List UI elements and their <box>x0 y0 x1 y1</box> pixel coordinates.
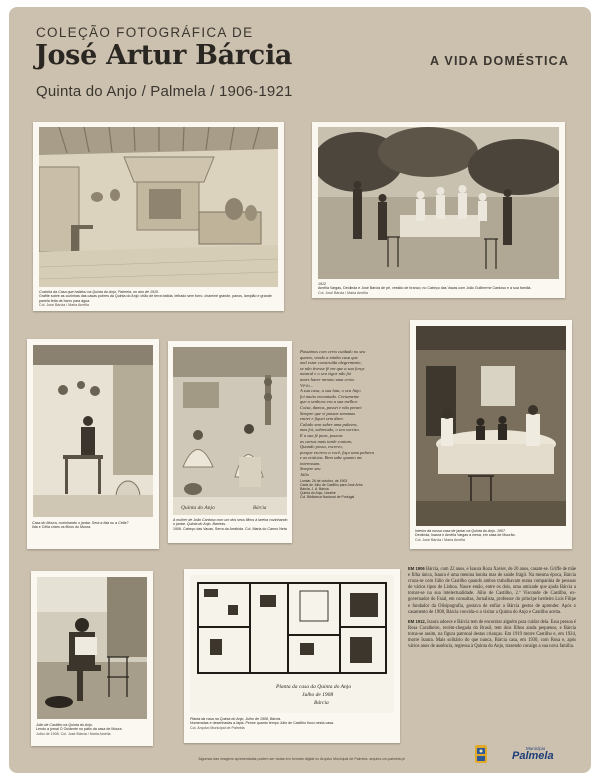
photo-card-group <box>312 122 565 298</box>
letter-line: A sua casa, a sua luta, o seu Anjo <box>300 388 361 394</box>
plan-caption <box>190 717 394 730</box>
moura-kitchen-photo <box>33 345 153 517</box>
plan-caption-title: Planta da casa na Quinta do Anjo, Julho de 1908, Bárcia. <box>190 717 282 721</box>
kitchen-caption <box>39 290 278 308</box>
group-outdoor-photo <box>318 127 559 279</box>
letter-line: Sempre que vi passar semanas <box>300 410 356 416</box>
municipality-logo <box>512 746 554 762</box>
letter-line: porque escrevo a você, faço uma palavra <box>300 449 375 455</box>
place-dates: Quinta do Anjo / Palmela / 1906-1921 <box>36 83 293 100</box>
bio-year-1: EM 1906 <box>408 566 425 571</box>
dining-caption-source: Col. José Bárcia / Maria Amélia <box>415 537 465 542</box>
plan-note-title: Planta da casa da Quinta do Anjo <box>276 684 352 690</box>
photo-card-kitchen <box>33 122 284 311</box>
letter-meta-line: Col. Biblioteca Nacional de Portugal <box>300 495 355 500</box>
group-caption-title: 1912 <box>318 282 326 286</box>
julio-caption <box>36 723 148 736</box>
letter-meta-line: Bárcia, J. A. Bárcia <box>300 486 329 491</box>
bio-paragraph-2 <box>408 619 576 650</box>
floor-plan-drawing <box>190 575 394 713</box>
letter-line: as cartas mais tarde contam, <box>300 438 352 444</box>
letter-line: que a senhora era a sua melhor. <box>300 399 358 405</box>
kitchen-caption-source: Col. José Bárcia / Maria Amélia <box>39 303 89 308</box>
bio-text-1: Bárcia, com 22 anos, e Isaura Roza Xavier, de 20 anos, casam-se. Griffe de mãe e filha única, Isaura é uma menina bonita mas de saúde frágil. Na mesma época, Bárcia cruza-se com Júlio de Castilho quando ambos trabalhavam numa companhia de pessoas de vários tipos de Lisboa. Nasce então, entre os dois, uma amizade que ajuda Bárcia a tornar-se na sua intelectualidade. Júlio de Castilho, 2.º Visconde de Castilho, ex-governador do Faial, em consultas, Jornalista, professor do príncipe herdeiro Luís Filipe e fundador da Olisipografia, gostava de enfiar a Bárcia gestos de aprender. Após o casamento de 1908, Bárcia convida-o a visitar a Quinta do Anjo e Castilho aceita. <box>408 567 576 615</box>
woman-hearth-photo <box>173 347 287 515</box>
woman-caption <box>173 518 288 531</box>
letter-meta-line: Quinta do Anjo, Ucraine <box>300 490 336 495</box>
julio-caption-source: Julho de 1908. Col. José Bárcia / Maria Amélia <box>36 731 111 736</box>
theme-title: A VIDA DOMÉSTICA <box>430 54 570 68</box>
letter-line: natural e o seu vigor não foi <box>300 371 352 377</box>
kitchen-caption-body: Grafite sobre as cozinhas das casas pobres da Quinta do Anjo: chão de terra batida, telhado sem forro, chaminé grande, panos, lampião e grande panela feita de barro para água. <box>39 294 272 303</box>
kitchen-caption-title: Cozinha da Casa que habitou na Quinta do Anjo, Palmela, no ano de 1910. <box>39 290 159 294</box>
julio-caption-title: Júlio de Castilho na Quinta do Anjo. <box>36 723 94 727</box>
municipality-label: Município <box>526 746 546 751</box>
moura-caption-body: Ilda e Célia criam os filhos do Moura. <box>32 525 92 530</box>
bio-text-2: Isaura adoece e Bárcia tem de encontrar alguém para cuidar dela. Essa pessoa é Rosa Coralheiro, recém-chegada do Brasil, tem dois filhos ainda pequenos, e Bárcia torna-se assim, na figura patronal destas crianças. Em 1919 morre Castilho e, em 1924, morre Isaura. Mais solitário do que nunca, Bárcia casa, em 1930, com Rosa e, após vários anos de ausência, regressa à Quinta do Anjo, trazendo consigo a sua nova família. <box>408 619 576 650</box>
palmela-crest-icon <box>474 743 488 765</box>
julio-caption-body: Lendo a jornal O Ocidente no pátio da casa de Moura. <box>36 727 123 732</box>
dining-caption-body: Deolinda, Isaura e Amélia Vargas à mesa, em casa de Mourão. <box>415 533 516 538</box>
woman-caption-title: A mulher de João Cardoso com um dos seus filhos à lareira cozinhando o jantar. Quinta do Anjo. Barreas. <box>173 518 288 527</box>
photo-card-moura <box>27 339 159 549</box>
biography-text <box>408 566 576 653</box>
woman-photo-inscription: Quinta do Anjo <box>181 505 215 511</box>
letter-metadata <box>300 479 404 499</box>
letter-line: Vê-lo... <box>300 382 314 388</box>
letter-line: Júlio <box>300 472 309 478</box>
letter-line: E a sua fé pura, poucas <box>300 432 343 438</box>
letter-line: quarto, vendo a minha casa que <box>300 354 358 360</box>
bio-paragraph-1 <box>408 566 576 616</box>
photo-card-julio <box>31 571 153 746</box>
letter-line: mas foi, sobretudo, o seu sorriso. <box>300 427 360 433</box>
letter-line: mal estar construída alegremente, <box>300 360 362 366</box>
letter-line: e as notícias. Bem sabe quanto me <box>300 455 363 461</box>
moura-caption-title: Casa do Moura, cozinhando o jantar. Será a Ilda ou a Célia? <box>32 521 129 525</box>
bio-year-2: EM 1912, <box>408 618 426 624</box>
julio-reading-photo <box>37 577 147 719</box>
letter-meta-line: Carta de Júlio de Castilho para José Artur <box>300 482 363 487</box>
kitchen-drawing-image <box>39 127 278 287</box>
dining-room-photo <box>416 326 566 526</box>
letter-line: Calado sem saber uma palavra, <box>300 421 358 427</box>
dining-caption <box>415 529 567 542</box>
woman-photo-signature: Bárcia <box>253 506 267 511</box>
palmela-wordmark: Palmela <box>512 750 554 762</box>
plan-caption-body: Numeradas e desenhadas a lápis. Pense quanto tempo Júlio de Castilho ficou nesta casa. <box>190 721 335 726</box>
photo-card-woman <box>168 341 292 543</box>
letter-line: entrei e fiquei sem dizer. <box>300 416 344 422</box>
footer-note: Algumas das imagens apresentadas podem ser vistas em formato digital no Arquivo Municipal de Palmela. arquivo.cm-palmela.pt <box>198 757 405 761</box>
letter-line: foi muito encantado. Certamente <box>300 393 360 399</box>
dining-caption-title: Interior da nossa casa de jantar na Quinta do Anjo. 1907. <box>415 529 506 533</box>
group-caption-source: Col. José Bárcia / Maria Amélia <box>318 290 368 295</box>
photo-card-dining <box>410 320 572 549</box>
photo-card-plan <box>184 569 400 743</box>
group-caption <box>318 282 559 295</box>
plan-caption-source: Col. Arquivo Municipal de Palmela <box>190 725 245 730</box>
letter-line: interessam. <box>300 460 321 466</box>
letter-line: Quando posso, escrevo, <box>300 444 343 450</box>
plan-note-signature: Bárcia <box>314 700 329 706</box>
moura-caption <box>32 521 154 530</box>
letter-lines <box>300 349 404 478</box>
group-caption-body: Amélia Vargas, Deolinda e José Bárcia de pé, vestido de branco; no Cabeço das Vacas com João Guilherme Cardoso e a sua família. <box>318 286 532 291</box>
letter-line: se não tivesse fé em que a sua força <box>300 365 365 371</box>
woman-caption-body: 1906. Cabeço das Vacas. Serra da Arrábida. Col. Maria do Carmo Neta <box>173 526 287 531</box>
plan-note-date: Julho de 1908 <box>302 692 334 698</box>
letter-line: Coisa, damos, passei e não pensei <box>300 404 362 410</box>
letter-line: Passámos com certo cuidado no seu <box>300 349 366 354</box>
letter-line: Sempre seu <box>300 466 321 472</box>
castilho-letter <box>300 349 404 499</box>
photographer-name: José Artur Bárcia <box>35 40 293 71</box>
letter-meta-line: Lumiar, 26 de outubro, de 1903 <box>300 478 348 483</box>
letter-line: antes haver mesmo uma certa. <box>300 376 355 382</box>
collection-label: COLEÇÃO FOTOGRÁFICA DE <box>36 25 254 40</box>
